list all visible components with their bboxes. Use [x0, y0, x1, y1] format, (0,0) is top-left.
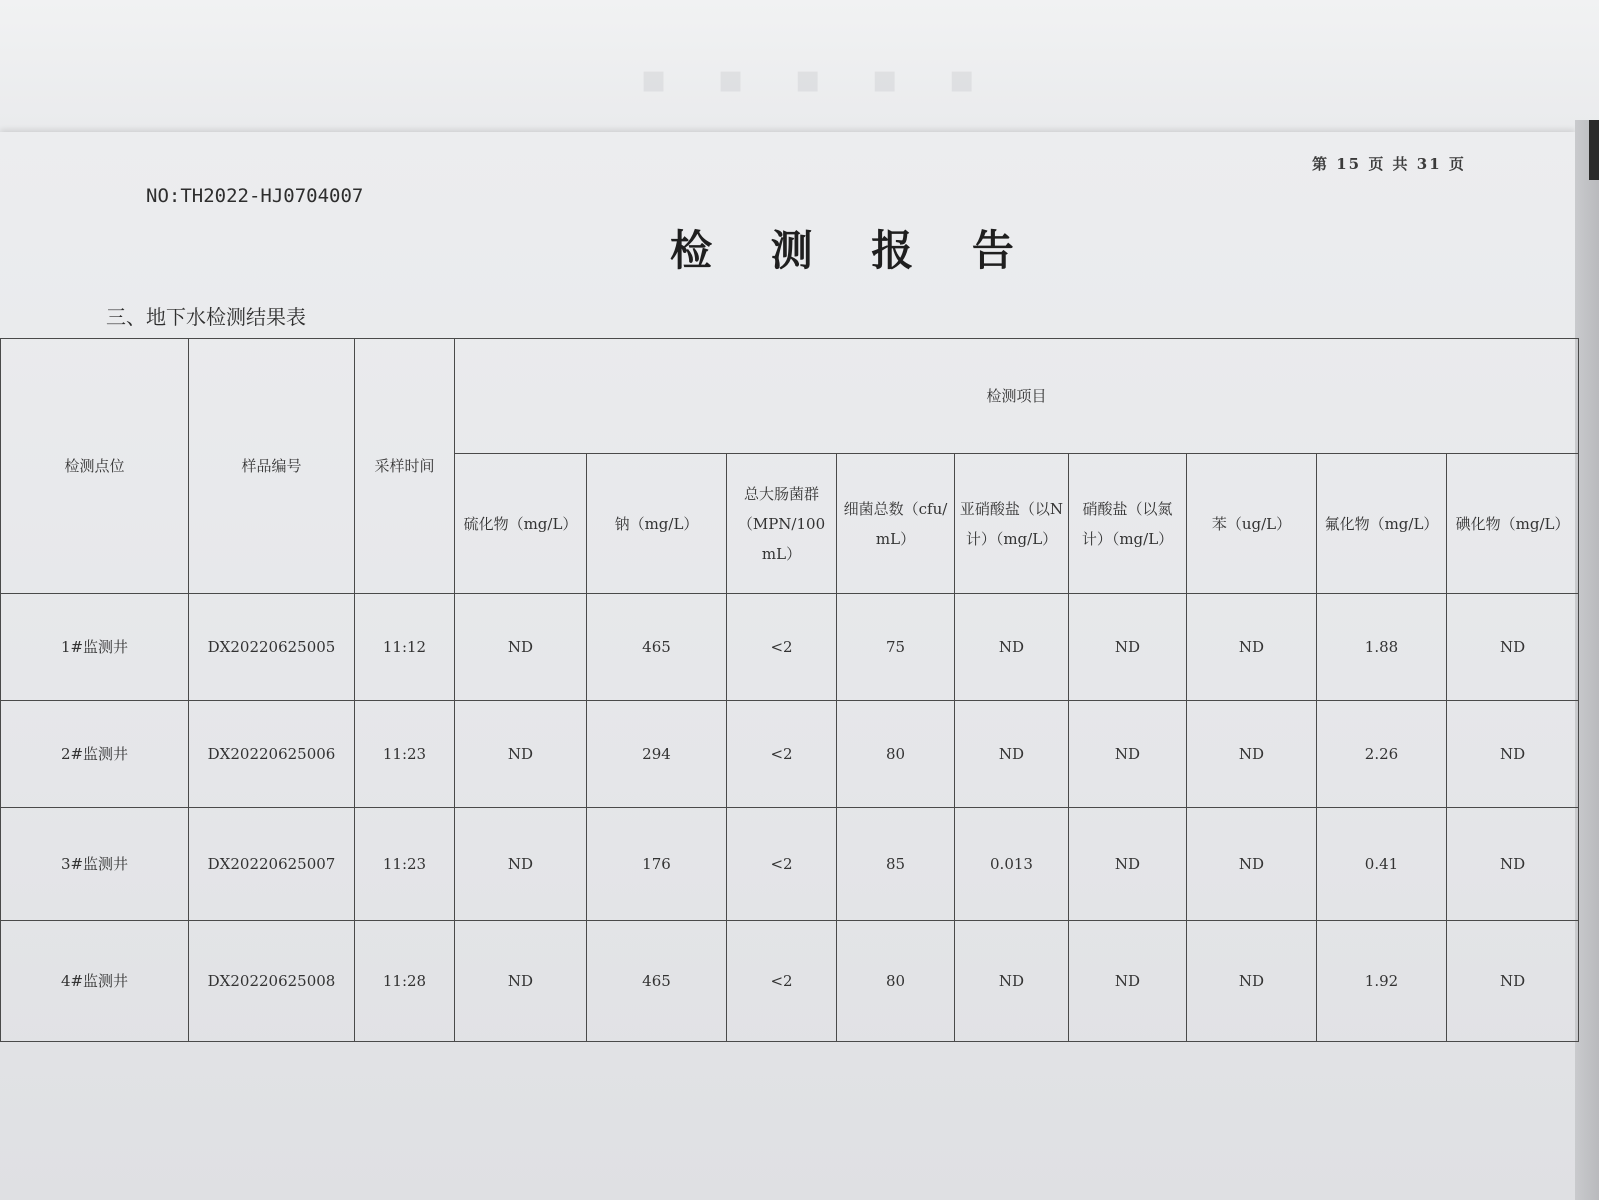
- page-number: 第 15 页 共 31 页: [1312, 155, 1466, 173]
- header-nitrate: 硝酸盐（以氮计）（mg/L）: [1069, 454, 1187, 594]
- cell-value: ND: [1187, 700, 1317, 807]
- cell-location: 4#监测井: [1, 920, 189, 1041]
- cell-sample-id: DX20220625005: [189, 594, 355, 701]
- header-bacteria-count: 细菌总数（cfu/mL）: [837, 454, 955, 594]
- report-number: NO:TH2022-HJ0704007: [146, 185, 364, 207]
- cell-value: ND: [955, 594, 1069, 701]
- cell-value: 465: [587, 594, 727, 701]
- cell-location: 3#监测井: [1, 807, 189, 920]
- section-title: 三、地下水检测结果表: [106, 305, 306, 329]
- header-sample-id: 样品编号: [189, 339, 355, 594]
- cell-value: ND: [1069, 700, 1187, 807]
- cell-value: ND: [1187, 920, 1317, 1041]
- cell-value: ND: [1069, 807, 1187, 920]
- cell-value: 85: [837, 807, 955, 920]
- cell-value: <2: [727, 807, 837, 920]
- cell-value: ND: [1447, 807, 1579, 920]
- cell-value: 294: [587, 700, 727, 807]
- cell-location: 1#监测井: [1, 594, 189, 701]
- cell-value: ND: [455, 920, 587, 1041]
- cell-value: 1.92: [1317, 920, 1447, 1041]
- cell-sample-id: DX20220625006: [189, 700, 355, 807]
- header-location: 检测点位: [1, 339, 189, 594]
- cell-value: ND: [1069, 594, 1187, 701]
- cell-value: 1.88: [1317, 594, 1447, 701]
- header-items-group: 检测项目: [455, 339, 1579, 454]
- header-total-coliform: 总大肠菌群（MPN/100mL）: [727, 454, 837, 594]
- table-row: [1, 594, 1579, 701]
- cell-sample-id: DX20220625007: [189, 807, 355, 920]
- cell-location: 2#监测井: [1, 700, 189, 807]
- header-benzene: 苯（ug/L）: [1187, 454, 1317, 594]
- cell-time: 11:23: [355, 807, 455, 920]
- header-iodide: 碘化物（mg/L）: [1447, 454, 1579, 594]
- header-sampling-time: 采样时间: [355, 339, 455, 594]
- cell-value: ND: [455, 807, 587, 920]
- cell-value: ND: [1447, 700, 1579, 807]
- table-row: [1, 920, 1579, 1041]
- cell-time: 11:23: [355, 700, 455, 807]
- cell-value: 75: [837, 594, 955, 701]
- header-fluoride: 氟化物（mg/L）: [1317, 454, 1447, 594]
- cell-value: 80: [837, 700, 955, 807]
- cell-value: ND: [1187, 807, 1317, 920]
- cell-value: ND: [455, 700, 587, 807]
- cell-value: ND: [955, 920, 1069, 1041]
- cell-value: <2: [727, 594, 837, 701]
- cell-time: 11:28: [355, 920, 455, 1041]
- cell-value: <2: [727, 920, 837, 1041]
- bleed-through-text: ▪ ▪ ▪ ▪ ▪: [640, 55, 994, 102]
- cell-value: ND: [1447, 920, 1579, 1041]
- cell-value: 2.26: [1317, 700, 1447, 807]
- cell-time: 11:12: [355, 594, 455, 701]
- cell-value: ND: [1447, 594, 1579, 701]
- cell-value: <2: [727, 700, 837, 807]
- cell-value: 176: [587, 807, 727, 920]
- header-sodium: 钠（mg/L）: [587, 454, 727, 594]
- cell-value: ND: [1069, 920, 1187, 1041]
- cell-value: 80: [837, 920, 955, 1041]
- header-sulfide: 硫化物（mg/L）: [455, 454, 587, 594]
- cell-value: ND: [1187, 594, 1317, 701]
- cell-value: 465: [587, 920, 727, 1041]
- cell-value: ND: [455, 594, 587, 701]
- cell-sample-id: DX20220625008: [189, 920, 355, 1041]
- header-nitrite: 亚硝酸盐（以N计）（mg/L）: [955, 454, 1069, 594]
- cell-value: 0.013: [955, 807, 1069, 920]
- table-row: [1, 700, 1579, 807]
- cell-value: 0.41: [1317, 807, 1447, 920]
- cell-value: ND: [955, 700, 1069, 807]
- results-table: [0, 338, 1579, 1042]
- report-title: 检 测 报 告: [670, 226, 1036, 275]
- table-row: [1, 807, 1579, 920]
